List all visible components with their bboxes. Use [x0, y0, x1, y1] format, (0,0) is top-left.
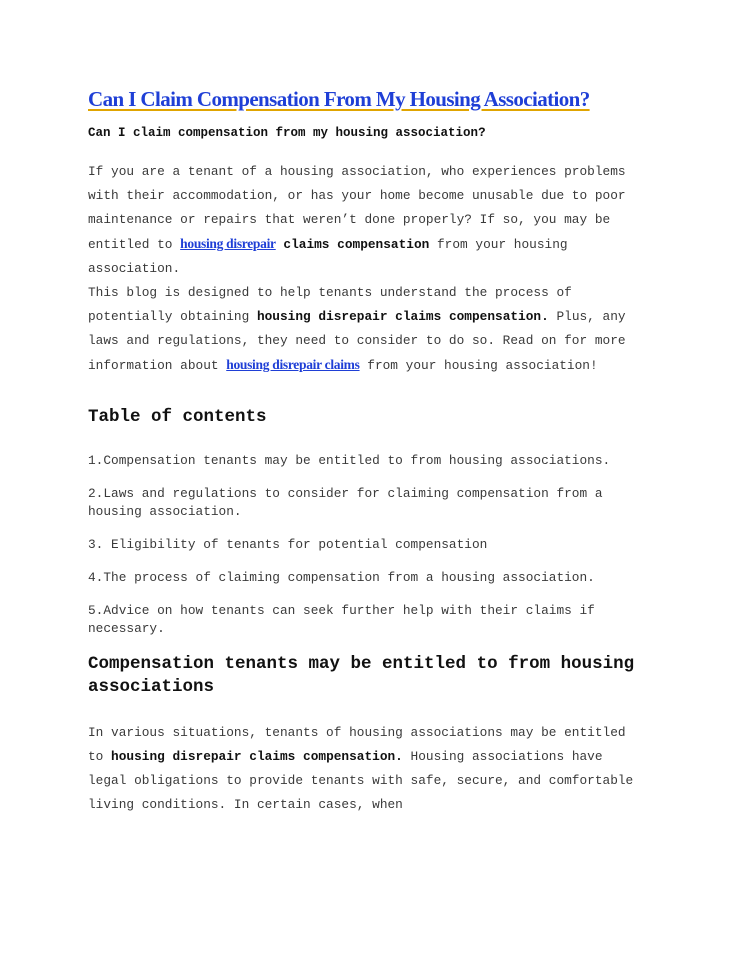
intro-p2-after: from your housing association! [367, 358, 598, 373]
intro-p2-text: This blog is designed to help tenants understand the process of potentially obtaining [88, 285, 572, 324]
housing-disrepair-link[interactable]: housing disrepair [180, 236, 276, 251]
section-p-after: Housing associations have legal obligations to provide tenants with safe, secure, and comfortable living conditions. In certain cases, when [88, 749, 634, 812]
intro-p1-after: from your housing association. [88, 237, 568, 276]
intro-paragraph [88, 160, 648, 378]
toc-item: 3. Eligibility of tenants for potential compensation [88, 537, 488, 552]
section-paragraph [88, 721, 648, 817]
section-p-bold: housing disrepair claims compensation. [111, 749, 403, 764]
section-heading: Compensation tenants may be entitled to from housing associations [88, 654, 635, 697]
section-p-text: In various situations, tenants of housing associations may be entitled to [88, 725, 626, 764]
intro-p1-bold: claims compensation [283, 237, 430, 252]
intro-p2 [88, 281, 648, 378]
toc-item: 2.Laws and regulations to consider for claiming compensation from a housing association. [88, 486, 603, 519]
intro-p2-bold: housing disrepair claims compensation. [256, 309, 549, 324]
toc-item: 5.Advice on how tenants can seek further help with their claims if necessary. [88, 603, 595, 636]
page-title[interactable]: Can I Claim Compensation From My Housing Association? [88, 87, 590, 111]
table-of-contents [88, 452, 648, 638]
subtitle: Can I claim compensation from my housing association? [88, 126, 486, 140]
document-page [88, 84, 648, 817]
toc-item: 4.The process of claiming compensation from a housing association. [88, 570, 595, 585]
intro-p1-text: If you are a tenant of a housing association, who experiences problems with their accommodation, or has your home become unusable due to poor maintenance or repairs that weren’t done properly? If so, you may be entitled to [88, 164, 626, 252]
housing-disrepair-claims-link[interactable]: housing disrepair claims [226, 357, 360, 372]
intro-p2-middle: Plus, any laws and regulations, they need to consider to do so. Read on for more information about [88, 309, 626, 373]
toc-item: 1.Compensation tenants may be entitled to from housing associations. [88, 453, 611, 468]
toc-heading: Table of contents [88, 407, 267, 427]
